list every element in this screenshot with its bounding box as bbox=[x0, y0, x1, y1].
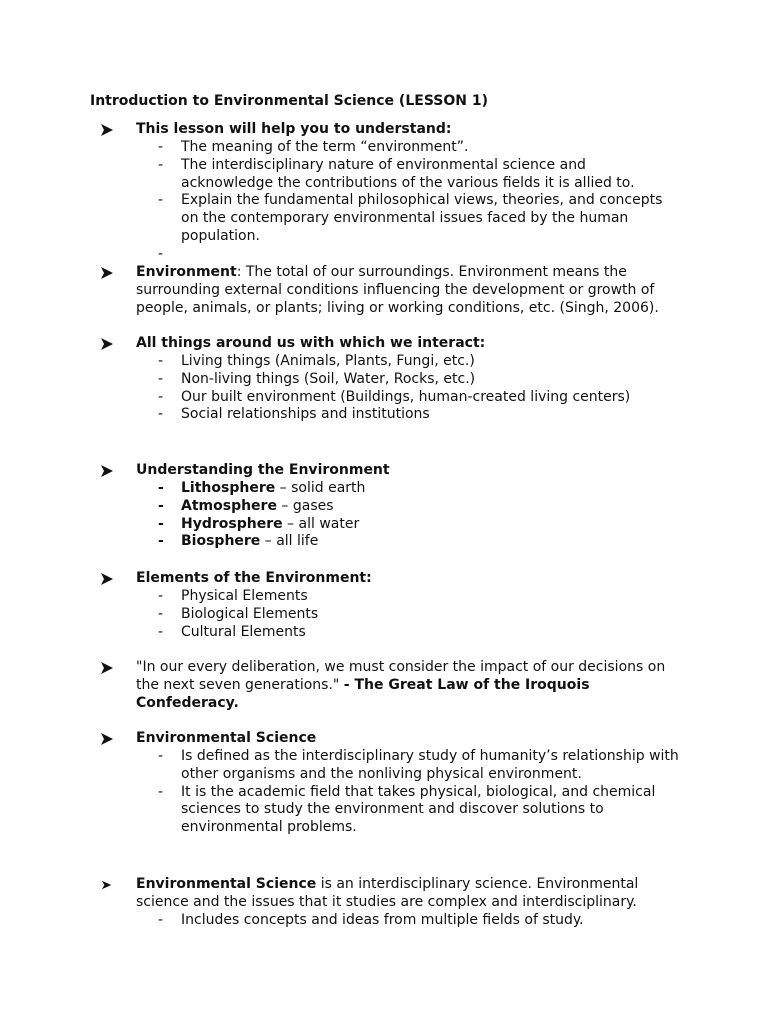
quote-paragraph bbox=[136, 659, 681, 712]
definition-text: : The total of our surroundings. Environment means the surrounding external conditions influencing the development or growth of people, animals, or plants; living or working conditions, etc. (Singh, 2006). bbox=[136, 264, 659, 316]
list-item: - Social relationships and institutions bbox=[158, 406, 430, 423]
bullet-list bbox=[0, 480, 768, 551]
list-item: - Physical Elements bbox=[158, 588, 308, 604]
bullet-list bbox=[0, 139, 768, 264]
definition-paragraph bbox=[136, 876, 681, 912]
section-heading: Environmental Science bbox=[136, 730, 317, 746]
bullet-list bbox=[0, 912, 768, 930]
definition-term: Environment bbox=[136, 264, 237, 280]
quote-text: "In our every deliberation, we must consider the impact of our decisions on the next seven generations." bbox=[136, 659, 666, 693]
arrowhead-bullet-icon bbox=[100, 730, 114, 748]
list-item: - Is defined as the interdisciplinary study of humanity’s relationship with other organisms and the nonliving physical environment. bbox=[158, 748, 679, 782]
list-item: - The meaning of the term “environment”. bbox=[158, 139, 469, 155]
list-item: - The interdisciplinary nature of environmental science and acknowledge the contributions of the various fields it is allied to. bbox=[158, 156, 635, 191]
arrowhead-bullet-icon bbox=[100, 659, 114, 677]
list-item: - Non-living things (Soil, Water, Rocks, etc.) bbox=[158, 370, 476, 387]
arrowhead-bullet-icon bbox=[100, 462, 114, 480]
arrowhead-bullet-icon bbox=[100, 264, 114, 282]
section-heading: Understanding the Environment bbox=[136, 462, 390, 478]
list-item-empty: - bbox=[158, 245, 164, 262]
list-item: - Includes concepts and ideas from multiple fields of study. bbox=[158, 912, 584, 928]
bullet-list bbox=[0, 748, 768, 837]
section-heading: All things around us with which we interact: bbox=[136, 335, 486, 351]
quote-source: - The Great Law of the Iroquois Confederacy. bbox=[136, 676, 590, 711]
list-item: - It is the academic field that takes physical, biological, and chemical sciences to study the environment and discover solutions to environmental problems. bbox=[158, 783, 656, 836]
list-item: - Living things (Animals, Plants, Fungi, etc.) bbox=[158, 353, 475, 369]
list-item: - Biosphere – all life bbox=[158, 533, 319, 550]
arrowhead-bullet-icon bbox=[101, 876, 115, 894]
arrowhead-bullet-icon bbox=[100, 121, 114, 139]
list-item: - Atmosphere – gases bbox=[158, 497, 334, 514]
list-item: - Hydrosphere – all water bbox=[158, 515, 360, 532]
definition-text: is an interdisciplinary science. Environmental science and the issues that it studies are complex and interdisciplinary. bbox=[136, 876, 639, 910]
arrowhead-bullet-icon bbox=[100, 335, 114, 353]
list-item: - Cultural Elements bbox=[158, 623, 306, 640]
list-item: - Lithosphere – solid earth bbox=[158, 480, 366, 496]
bullet-list bbox=[0, 588, 768, 641]
section-heading: This lesson will help you to understand: bbox=[136, 121, 452, 137]
list-item: - Explain the fundamental philosophical views, theories, and concepts on the contemporary environmental issues faced by the human population. bbox=[158, 192, 663, 244]
definition-term: Environmental Science bbox=[136, 876, 317, 892]
list-item: - Our built environment (Buildings, human-created living centers) bbox=[158, 388, 631, 405]
definition-paragraph bbox=[136, 264, 681, 317]
bullet-list bbox=[0, 353, 768, 424]
list-item: - Biological Elements bbox=[158, 605, 319, 622]
section-heading: Elements of the Environment: bbox=[136, 570, 372, 586]
arrowhead-bullet-icon bbox=[100, 570, 114, 588]
page-title: Introduction to Environmental Science (LESSON 1) bbox=[90, 93, 488, 109]
